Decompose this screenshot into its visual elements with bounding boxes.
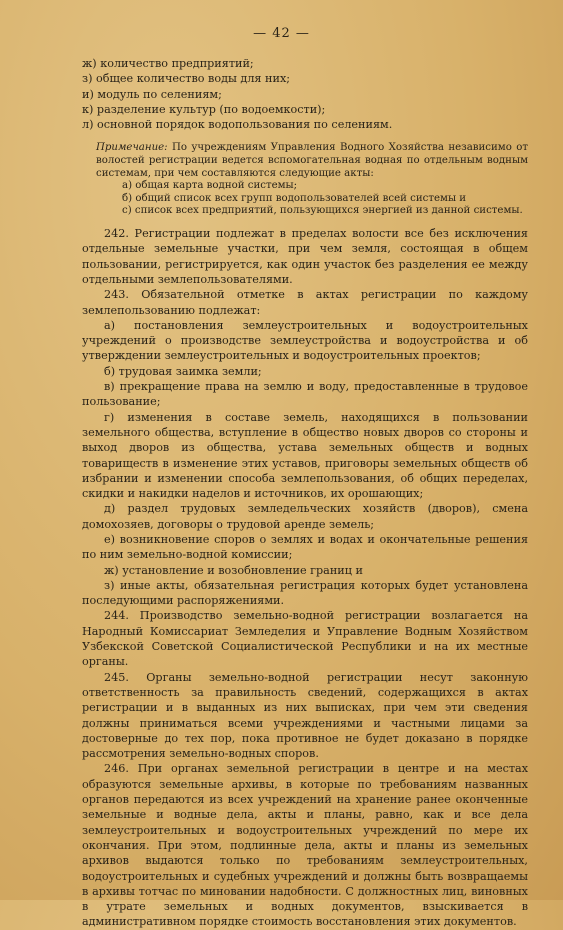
note: [82, 142, 528, 218]
list-item: в) прекращение права на землю и воду, предоставленные в трудовое пользование;: [82, 380, 528, 409]
article-242: 242. Регистрации подлежат в пределах волости все без исключения отдельные земельные участки, при чем земля, состоящая в общем пользовании, регистрируется, как один участок без разделения ее между отдельными землепользователями.: [82, 227, 528, 286]
article-243-items: [82, 318, 528, 609]
list-item: з) общее количество воды для них;: [82, 72, 291, 86]
article-243: 243. Обязательной отметке в актах регистрации по каждому землепользованию подлежат:: [82, 288, 528, 317]
list-item: ж) установление и возобновление границ и: [104, 563, 363, 577]
note-text: По учреждениям Управления Водного Хозяйства независимо от волостей регистрации ведется вспомогательная водная по отдельным водным системам, при чем составляются следующие акты:: [96, 142, 528, 179]
note-item: б) общий список всех групп водопользователей всей системы и: [122, 192, 467, 204]
article-244: 244. Производство земельно-водной регистрации возлагается на Народный Комиссариат Земледелия и Управление Водным Хозяйством Узбекской Советской Социалистической Республики и на их местные органы.: [82, 609, 528, 669]
list-item: и) модуль по селениям;: [82, 87, 222, 101]
document-body: [82, 56, 528, 930]
article-245: 245. Органы земельно-водной регистрации несут законную ответственность за правильность сведений, содержащихся в актах регистрации и в выданных из них выписках, при чем эти сведения должны приниматься всеми учреждениями и частными лицами за достоверные до тех пор, пока противное не будет доказано в порядке рассмотрения земельно-водных споров.: [82, 670, 528, 761]
list-item: д) раздел трудовых земледельческих хозяйств (дворов), смена домохозяев, договоры о трудовой аренде земель;: [82, 502, 528, 531]
list-item: г) изменения в составе земель, находящихся в пользовании земельного общества, вступление в общество новых дворов со стороны и выход дворов из общества, устава земельных обществ и водных товариществ в изменение этих уставов, приговоры земельных обществ об избрании и изменении способа землепользования, об общих переделах, скидки и накидки наделов и источников, их орошающих;: [82, 410, 528, 501]
list-item: к) разделение культур (по водоемкости);: [82, 102, 326, 116]
note-item: с) список всех предприятий, пользующихся энергией из данной системы.: [122, 205, 523, 217]
article-246: 246. При органах земельной регистрации в центре и на местах образуются земельные архивы, в которые по требованиям названных органов передаются из всех учреждений на хранение ранее оконченные земельные и водные дела, акты и планы, равно, как и все дела землеустроительных и водоустроительных учреждений по мере их окончания. При этом, подлинные дела, акты и планы из земельных архивов выдаются только по требованиям землеустроительных, водоустроительных и судебных учреждений и должны быть возвращаемы в архивы тотчас по миновании надобности. С должностных лиц, виновных в утрате земельных и водных документов, взыскивается в административном порядке стоимость восстановления этих документов.: [82, 762, 528, 929]
list-item: л) основной порядок водопользования по селениям.: [82, 118, 393, 132]
list-item: е) возникновение споров о землях и водах и окончательные решения по ним земельно-водной комиссии;: [82, 532, 528, 562]
list-item: з) иные акты, обязательная регистрация которых будет установлена последующими распоряжениями.: [82, 578, 528, 608]
list-item: а) постановления землеустроительных и водоустроительных учреждений о производстве землеустройства и водоустройства и об утверждении землеустроительных и водоустроительных проектов;: [82, 318, 528, 363]
top-list: [82, 56, 528, 132]
list-item: ж) количество предприятий;: [82, 57, 254, 70]
page-number: — 42 —: [253, 26, 310, 41]
note-label: Примечание:: [96, 142, 168, 154]
list-item: б) трудовая заимка земли;: [104, 364, 262, 378]
note-item: а) общая карта водной системы;: [122, 180, 298, 192]
